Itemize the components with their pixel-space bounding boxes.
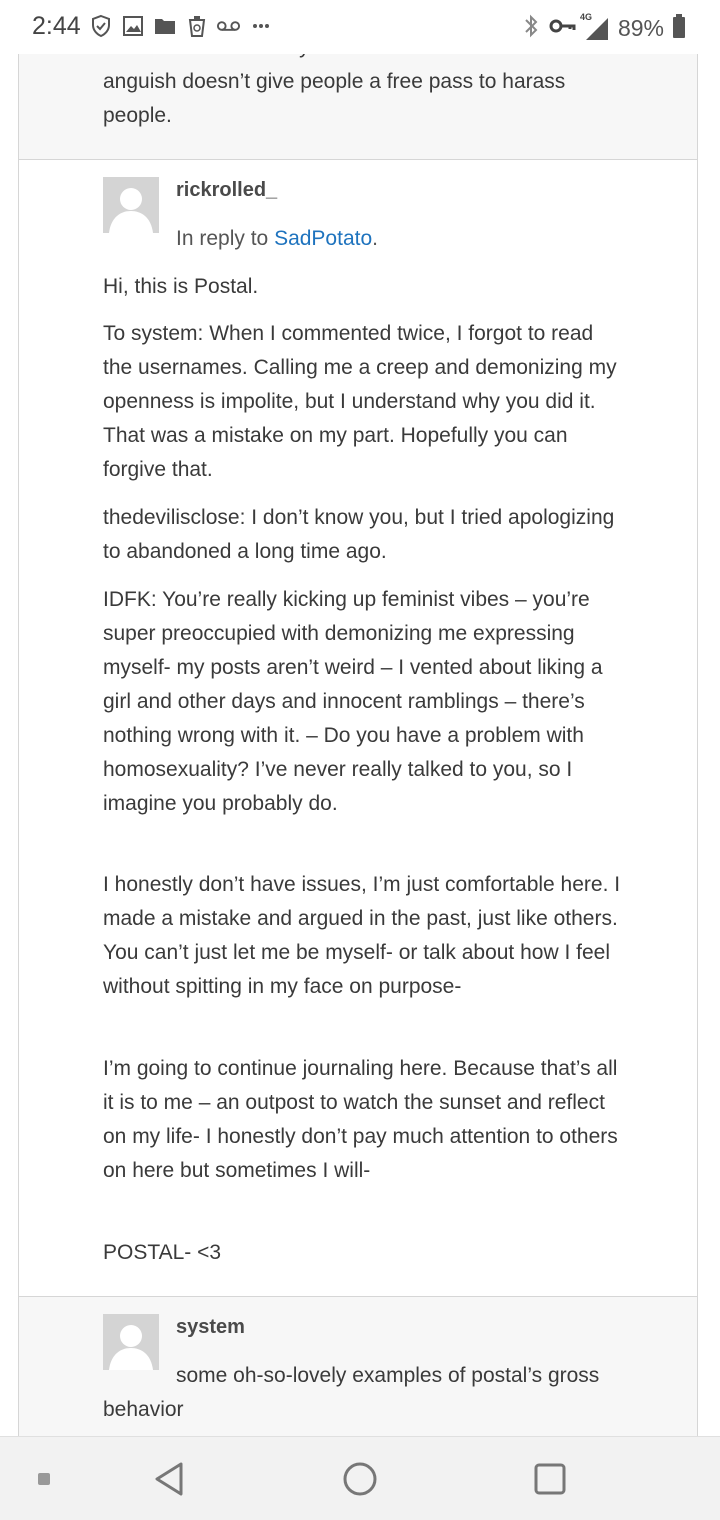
folder-icon xyxy=(152,13,177,38)
comment-paragraph: To system: When I commented twice, I forgot to read the usernames. Calling me a creep and demonizing my openness is impolite, but I understand why you did it. That was a mistake on my part. Hopefully you can forgive that. xyxy=(103,322,617,481)
voicemail-icon xyxy=(216,13,241,38)
comment-paragraph: I’m going to continue journaling here. Because that’s all it is to me – an outpost to watch the sunset and reflect on my life- I honestly don’t pay much attention to others on here but sometimes I will- xyxy=(103,1057,618,1182)
comment-paragraph: IDFK: You’re really kicking up feminist vibes – you’re super preoccupied with demonizing me expressing myself- my posts aren’t weird – I vented about liking a girl and other days and innocent ramblings – there’s nothing wrong with it. – Do you have a problem with homosexuality? I’ve never really talked to you, so I imagine you probably do. xyxy=(103,588,603,815)
trash-icon xyxy=(184,13,209,38)
next-comment xyxy=(18,1297,698,1436)
avatar[interactable] xyxy=(103,177,159,233)
comment-paragraph: I honestly don’t have issues, I’m just comfortable here. I made a mistake and argued in the past, just like others. You can’t just let me be myself- or talk about how I feel without spitting in my face on purpose- xyxy=(103,873,621,998)
system-icons xyxy=(522,13,686,44)
bluetooth-icon xyxy=(522,13,540,44)
back-icon[interactable] xyxy=(140,1437,200,1520)
signal-4g-icon xyxy=(579,11,610,42)
battery-percent: 89% xyxy=(617,15,664,41)
status-bar xyxy=(0,0,720,54)
previous-comment-text: anguish doesn’t give people a free pass to harass people. xyxy=(103,70,566,127)
reply-parent-link[interactable]: SadPotato xyxy=(274,227,373,250)
next-comment-text: some oh-so-lovely examples of postal’s gross behavior xyxy=(103,1364,600,1421)
shield-check-icon xyxy=(88,13,113,38)
image-icon xyxy=(120,13,145,38)
comment-paragraph: Hi, this is Postal. xyxy=(103,275,259,298)
recents-dot-icon[interactable] xyxy=(26,1437,62,1520)
comment xyxy=(18,160,698,1297)
more-icon xyxy=(248,13,273,38)
in-reply-to xyxy=(176,227,378,251)
status-time: 2:44 xyxy=(32,12,81,40)
home-icon[interactable] xyxy=(330,1437,390,1520)
battery-icon xyxy=(672,13,686,44)
comment-paragraph: thedevilisclose: I don’t know you, but I tried apologizing to abandoned a long time ago. xyxy=(103,506,615,563)
comment-author[interactable]: rickrolled_ xyxy=(176,179,278,201)
comment-author[interactable]: system xyxy=(176,1316,245,1338)
navigation-bar xyxy=(0,1436,720,1520)
network-type: 4G xyxy=(579,11,592,22)
comment-paragraph: POSTAL- <3 xyxy=(103,1241,222,1264)
in-reply-suffix: . xyxy=(372,227,378,250)
in-reply-prefix: In reply to xyxy=(176,227,275,250)
overview-icon[interactable] xyxy=(520,1437,580,1520)
notification-icons xyxy=(88,13,273,38)
vpn-key-icon xyxy=(548,14,576,43)
default-avatar-icon xyxy=(103,177,159,233)
